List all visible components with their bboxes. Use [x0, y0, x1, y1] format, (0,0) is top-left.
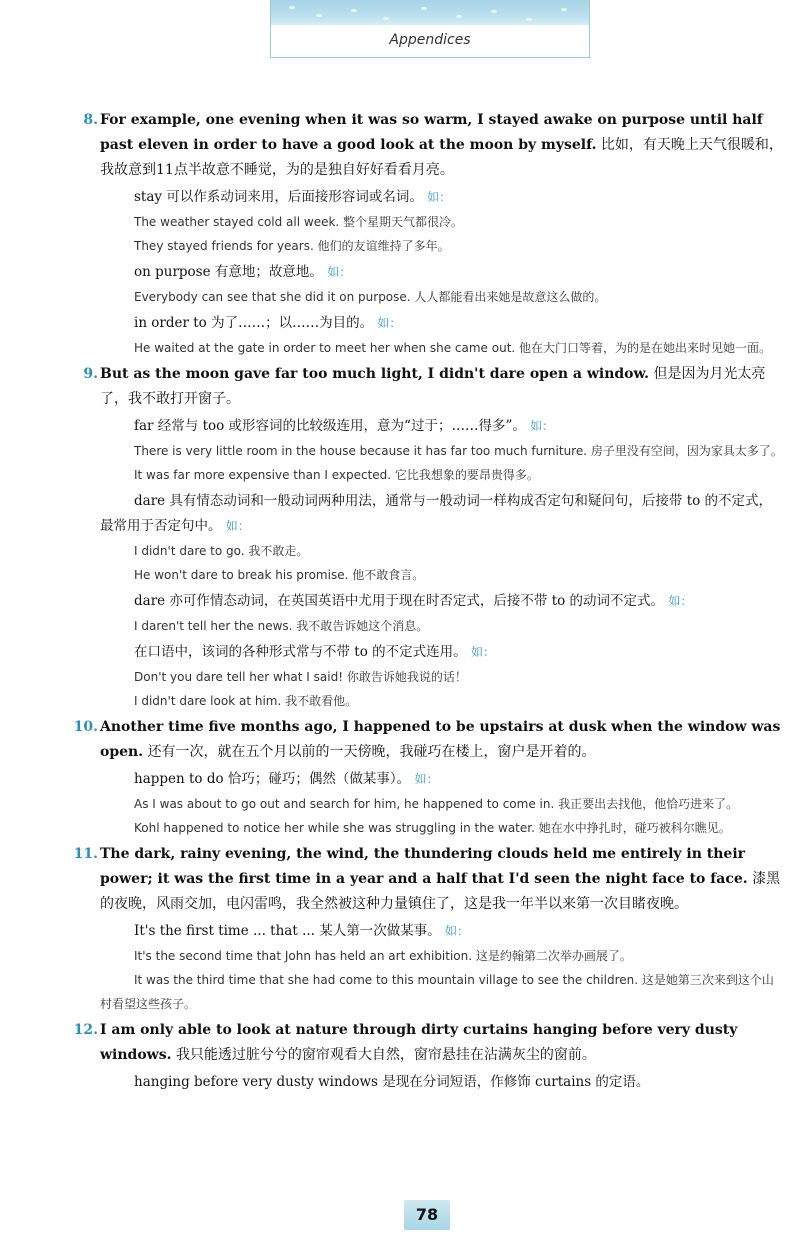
sentence-chinese: 比如，有天晚上天气很暖和，我故意到11点半故意不睡觉，为的是独自好好看看月亮。 — [100, 137, 783, 178]
sentence-english: The dark, rainy evening, the wind, the thundering clouds held me entirely in their power; it was the first time in a year and a half that I'd seen the night face to face. — [100, 846, 748, 887]
example-sentence: They stayed friends for years. 他们的友谊维持了多年。 — [134, 239, 450, 253]
example-marker: 如： — [225, 519, 250, 533]
header-title: Appendices — [389, 32, 471, 48]
example-sentence: He won't dare to break his promise. 他不敢食言。 — [134, 568, 425, 582]
example-marker: 如： — [327, 265, 352, 279]
usage-note-text: stay 可以作系动词来用，后面接形容词或名词。 — [134, 189, 423, 205]
item-number: 9. — [83, 366, 98, 382]
key-sentence — [100, 715, 785, 765]
sentence-chinese: 我只能透过脏兮兮的窗帘观看大自然，窗帘悬挂在沾满灰尘的窗前。 — [175, 1047, 596, 1063]
example-sentence: He waited at the gate in order to meet her when she came out. 他在大门口等着，为的是在她出来时见她一面。 — [134, 341, 772, 355]
example-marker: 如： — [470, 645, 495, 659]
example-sentence: The weather stayed cold all week. 整个星期天气都很冷。 — [134, 215, 464, 229]
example-sentence: Kohl happened to notice her while she was struggling in the water. 她在水中挣扎时，碰巧被科尔瞧见。 — [134, 821, 731, 835]
example-sentence: I didn't dare to go. 我不敢走。 — [134, 544, 309, 558]
usage-note-text: 在口语中，该词的各种形式常与不带 to 的不定式连用。 — [134, 644, 467, 660]
example-sentence: As I was about to go out and search for him, he happened to come in. 我正要出去找他，他恰巧进来了。 — [134, 797, 739, 811]
example-sentence: I daren't tell her the news. 我不敢告诉她这个消息。 — [134, 619, 429, 633]
usage-note — [100, 767, 785, 792]
example-marker: 如： — [445, 924, 470, 938]
page-number: 78 — [404, 1200, 450, 1230]
note-item — [70, 715, 785, 840]
usage-note — [100, 640, 785, 665]
usage-note-text: in order to 为了……；以……为目的。 — [134, 315, 374, 331]
usage-note — [100, 1070, 785, 1095]
usage-note-text: on purpose 有意地；故意地。 — [134, 264, 323, 280]
usage-note — [100, 589, 785, 614]
example-marker: 如： — [414, 772, 439, 786]
example-sentence: It was the third time that she had come to this mountain village to see the children. 这是她第三次来到这个山村看望这些孩子。 — [100, 973, 774, 1011]
item-number: 10. — [73, 719, 98, 735]
usage-note-text: It's the first time ... that ... 某人第一次做某事。 — [134, 923, 441, 939]
sentence-english: But as the moon gave far too much light, I didn't dare open a window. — [100, 366, 650, 382]
usage-note-text: happen to do 恰巧；碰巧；偶然（做某事）。 — [134, 771, 411, 787]
sentence-english: For example, one evening when it was so warm, I stayed awake on purpose until half past eleven in order to have a good look at the moon by myself. — [100, 112, 763, 153]
key-sentence — [100, 1018, 785, 1068]
usage-note-text: hanging before very dusty windows 是现在分词短语，作修饰 curtains 的定语。 — [134, 1074, 650, 1090]
example-marker: 如： — [427, 190, 452, 204]
note-item — [70, 362, 785, 713]
key-sentence — [100, 108, 785, 183]
header-water-band — [271, 0, 589, 25]
usage-note — [100, 414, 785, 439]
example-sentence: There is very little room in the house because it has far too much furniture. 房子里没有空间，因为家具太多了。 — [134, 444, 783, 458]
usage-note-text: dare 具有情态动词和一般动词两种用法，通常与一般动词一样构成否定句和疑问句，后接带 to 的不定式，最常用于否定句中。 — [100, 493, 773, 534]
example-marker: 如： — [530, 419, 555, 433]
example-sentence: It was far more expensive than I expected. 它比我想象的要昂贵得多。 — [134, 468, 539, 482]
item-number: 11. — [73, 846, 98, 862]
item-number: 8. — [83, 112, 98, 128]
sentence-chinese: 漆黑的夜晚，风雨交加，电闪雷鸣，我全然被这种力量镇住了，这是我一年半以来第一次目睹夜晚。 — [100, 871, 781, 912]
sentence-chinese: 但是因为月光太亮了，我不敢打开窗子。 — [100, 366, 766, 407]
example-marker: 如： — [377, 316, 402, 330]
sentence-chinese: 还有一次，就在五个月以前的一天傍晚，我碰巧在楼上，窗户是开着的。 — [147, 744, 596, 760]
usage-note-text: far 经常与 too 或形容词的比较级连用，意为“过于；……得多”。 — [134, 418, 526, 434]
sentence-english: Another time five months ago, I happened to be upstairs at dusk when the window was open. — [100, 719, 781, 760]
usage-note — [100, 260, 785, 285]
note-item — [70, 1018, 785, 1095]
example-marker: 如： — [668, 594, 693, 608]
example-sentence: It's the second time that John has held an art exhibition. 这是约翰第二次举办画展了。 — [134, 949, 632, 963]
usage-note — [100, 489, 785, 539]
usage-note — [100, 919, 785, 944]
example-sentence: Everybody can see that she did it on purpose. 人人都能看出来她是故意这么做的。 — [134, 290, 607, 304]
annotation-list — [70, 108, 785, 1097]
item-number: 12. — [73, 1022, 98, 1038]
usage-note-text: dare 亦可作情态动词，在英国英语中尤用于现在时否定式，后接不带 to 的动词不定式。 — [134, 593, 665, 609]
key-sentence — [100, 842, 785, 917]
example-sentence: I didn't dare look at him. 我不敢看他。 — [134, 694, 358, 708]
example-sentence: Don't you dare tell her what I said! 你敢告诉她我说的话！ — [134, 670, 467, 684]
key-sentence — [100, 362, 785, 412]
appendices-header — [270, 0, 590, 58]
sentence-english: I am only able to look at nature through dirty curtains hanging before very dusty windows. — [100, 1022, 738, 1063]
note-item — [70, 108, 785, 360]
usage-note — [100, 185, 785, 210]
note-item — [70, 842, 785, 1016]
usage-note — [100, 311, 785, 336]
